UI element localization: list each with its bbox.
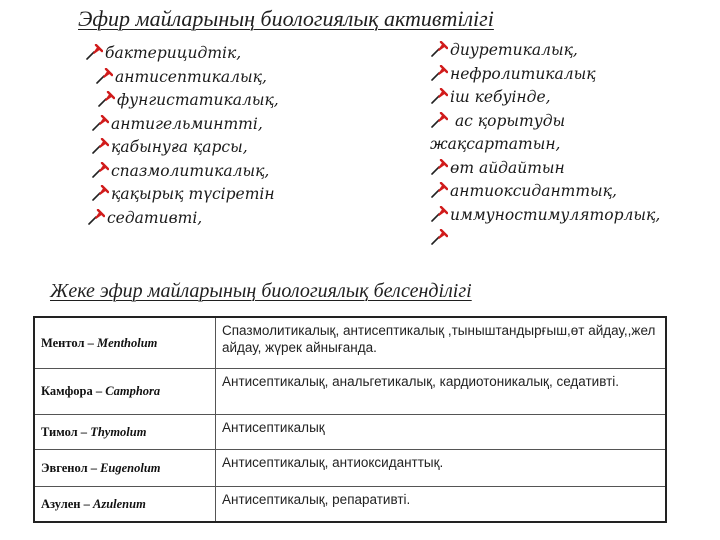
compound-activity: Антисептикалық, репаративті. — [216, 487, 667, 523]
pushpin-icon — [91, 138, 109, 154]
pushpin-icon — [430, 65, 448, 81]
list-item: антисептикалық, — [85, 66, 385, 90]
pushpin-icon — [97, 91, 115, 107]
oil-properties-table — [33, 316, 667, 523]
table-row — [34, 487, 666, 523]
pushpin-icon — [91, 185, 109, 201]
list-item: фунгистатикалық, — [85, 89, 385, 113]
slide-title: Эфир майларының биологиялық активтілігі — [78, 6, 494, 31]
table-row — [34, 317, 666, 369]
table-row — [34, 450, 666, 487]
compound-name: Камфора – Camphora — [34, 369, 216, 415]
list-item: қақырық түсіретін — [85, 183, 385, 207]
table-row — [34, 415, 666, 450]
list-item: нефролитикалық — [430, 63, 715, 87]
list-item: иммуностимуляторлық, — [430, 204, 715, 228]
compound-name: Эвгенол – Eugenolum — [34, 450, 216, 487]
list-item: диуретикалық, — [430, 39, 715, 63]
list-item: бактерицидтік, — [85, 42, 385, 66]
pushpin-icon — [85, 44, 103, 60]
compound-activity: Антисептикалық — [216, 415, 667, 450]
compound-activity: Спазмолитикалық, антисептикалық ,тыныштандырғыш,өт айдау,,жел айдау, жүрек айнығанда. — [216, 317, 667, 369]
pushpin-icon — [91, 115, 109, 131]
list-item: спазмолитикалық, — [85, 160, 385, 184]
table-row — [34, 369, 666, 415]
list-item-continuation: жақсартатын, — [430, 135, 561, 153]
pushpin-icon — [430, 112, 448, 128]
pushpin-icon — [430, 159, 448, 175]
list-item: антигельминтті, — [85, 113, 385, 137]
left-activity-list — [85, 42, 385, 230]
section-subtitle: Жеке эфир майларының биологиялық белсенділігі — [50, 280, 472, 302]
compound-name: Азулен – Azulenum — [34, 487, 216, 523]
list-item: ас қорытуды — [430, 110, 715, 134]
pushpin-icon — [91, 162, 109, 178]
list-item: өт айдайтын — [430, 157, 715, 181]
pushpin-icon — [430, 88, 448, 104]
pushpin-icon — [430, 229, 448, 245]
compound-activity: Антисептикалық, антиоксиданттық. — [216, 450, 667, 487]
compound-name: Ментол – Mentholum — [34, 317, 216, 369]
pushpin-icon — [430, 41, 448, 57]
pushpin-icon — [430, 206, 448, 222]
pushpin-icon — [430, 182, 448, 198]
right-activity-list — [430, 39, 715, 251]
list-item: іш кебуінде, — [430, 86, 715, 110]
list-item: антиоксиданттық, — [430, 180, 715, 204]
pushpin-icon — [87, 209, 105, 225]
pushpin-icon — [95, 68, 113, 84]
compound-name: Тимол – Thymolum — [34, 415, 216, 450]
list-item: седативті, — [85, 207, 385, 231]
list-item — [430, 227, 715, 251]
compound-activity: Антисептикалық, анальгетикалық, кардиотоникалық, седативті. — [216, 369, 667, 415]
list-item: қабынуға қарсы, — [85, 136, 385, 160]
